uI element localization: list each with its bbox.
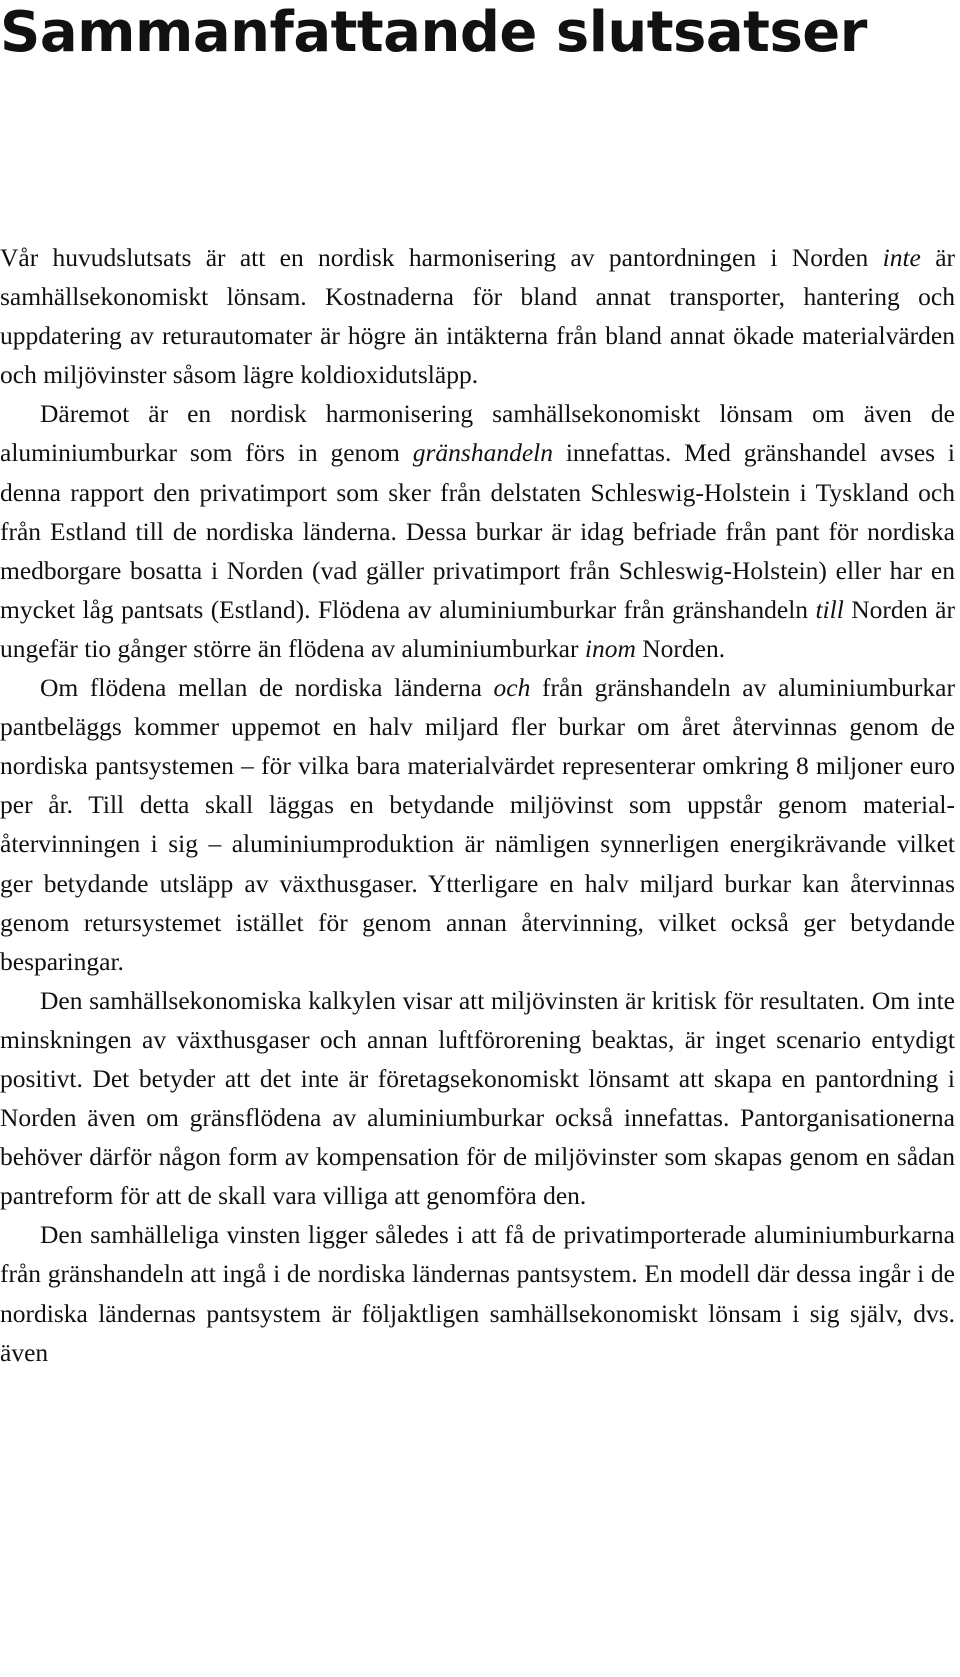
page-title: Sammanfattande slutsatser: [0, 0, 867, 65]
emphasis-granshandeln: gränshandeln: [412, 438, 553, 468]
text-segment: Om flödena mellan de nordiska länderna: [40, 673, 494, 703]
text-segment: Norden är ungefär tio gånger större än flödena av aluminiumburkar: [0, 594, 955, 663]
paragraph-4: [0, 981, 955, 1216]
text-segment: Den samhälleliga vinsten ligger således i att få de privatimporterade aluminiumburkarna från gränshandeln att ingå i de nordiska ländernas pantsystem. En modell där dessa ingår i de nordiska ländernas pantsystem är följaktligen samhällsekonomiskt lönsam i sig själv, dvs. även: [0, 1220, 955, 1367]
text-segment: Norden.: [635, 633, 726, 663]
text-segment: Den samhällsekonomiska kalkylen visar att miljövinsten är kritisk för resultaten. Om inte minskningen av växthusgaser och annan luftförorening beaktas, är inget scenario entydigt positivt. Det betyder att det inte är företagsekonomiskt lönsamt att skapa en pantordning i Norden även om gränsflödena av aluminiumburkar också innefattas. Pantorganisationerna behöver därför någon form av kompensation för de miljövinster som skapas genom en sådan pantreform för att de skall vara villiga att genomföra den.: [0, 985, 955, 1211]
text-segment: Vår huvudslutsats är att en nordisk harmonisering av pantordningen i Norden: [0, 243, 883, 272]
emphasis-inte: inte: [882, 243, 921, 272]
paragraph-1: [0, 238, 955, 394]
text-segment: innefattas. Med gränshandel avses i denna rapport den privatimport som sker från delstaten Schleswig-Holstein i Tyskland och från Estland till de nordiska länderna. Dessa burkar är idag befriade från pant för nordiska medborgare bosatta i Norden (vad gäller privatimport från Schleswig-Holstein) eller har en mycket låg pantsats (Estland). Flödena av aluminiumburkar från gränshandeln: [0, 438, 955, 624]
paragraph-3: [0, 668, 955, 981]
paragraph-2: [0, 394, 955, 668]
body-text: [0, 238, 955, 1372]
text-segment: Däremot är en nordisk harmonisering samhällsekonomiskt lönsam om även de aluminiumburkar som förs in genom: [0, 399, 955, 468]
emphasis-till: till: [815, 594, 844, 624]
paragraph-5: [0, 1215, 955, 1371]
text-segment: är samhällsekonomiskt lönsam. Kostnaderna för bland annat transporter, hantering och uppdatering av returautomater är högre än intäkterna från bland annat ökade materialvärden och miljövinster såsom lägre koldioxidutsläpp.: [0, 243, 956, 390]
emphasis-inom: inom: [584, 633, 636, 663]
text-segment: från gränshandeln av aluminiumburkar pantbeläggs kommer uppemot en halv miljard fler burkar om året återvinnas genom de nordiska pantsystemen – för vilka bara materialvärdet representerar omkring 8 miljoner euro per år. Till detta skall läggas en betydande miljövinst som uppstår genom materialåtervinningen i sig – aluminiumproduktion är nämligen synnerligen energikrävande vilket ger betydande utsläpp av växthusgaser. Ytterligare en halv miljard burkar kan återvinnas genom retursystemet istället för genom annan återvinning, vilket också ger betydande besparingar.: [0, 673, 955, 976]
emphasis-och: och: [493, 673, 531, 703]
